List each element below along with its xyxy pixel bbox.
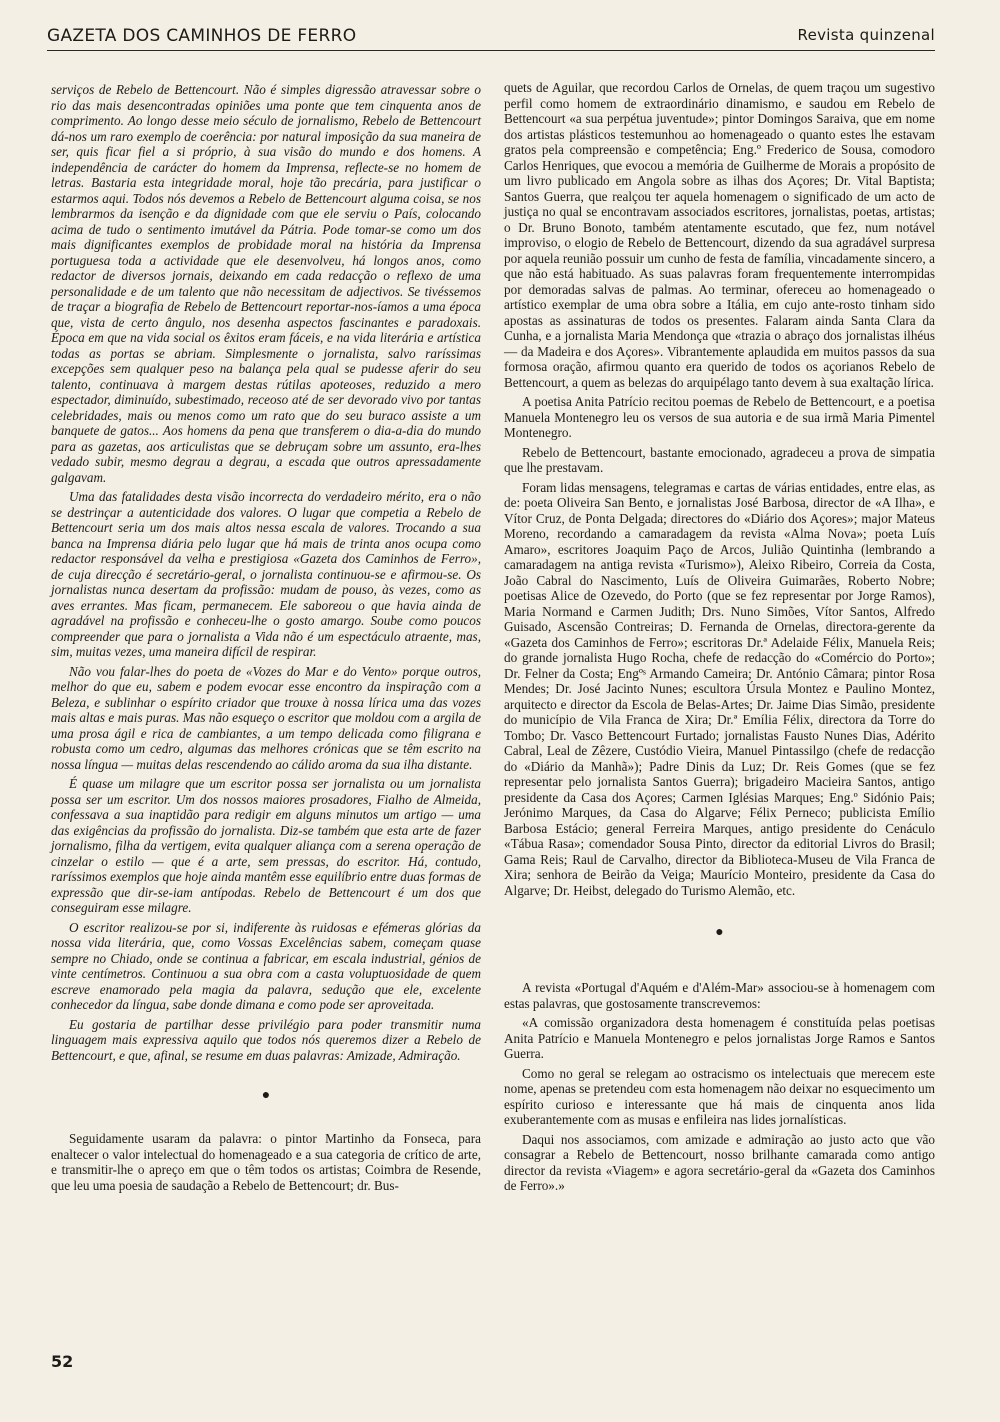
left-paragraph-7: Seguidamente usaram da palavra: o pintor Martinho da Fonseca, para enaltecer o valor intelectual do homenageado e a sua categoria de crítico de arte, e transmitir-lhe o apreço em que o têm todos os artistas; Coimbra de Resende, que leu uma poesia de saudação a Rebelo de Bettencourt; dr. Bus- bbox=[51, 1131, 481, 1193]
left-paragraph-4: É quase um milagre que um escritor possa ser jornalista ou um jornalista possa ser um escritor. Um dos nossos maiores prosadores, Fialho de Almeida, confessava a sua inaptidão para redigir em alguns minutos um artigo — uma das exigências da profissão do jornalista. Diz-se também que esta arte de fazer jornalismo, filha da vertigem, evita qualquer aliança com a serena operação de cinzelar o estilo — que é a arte, sem pressas, do escritor. Há, contudo, raríssimos exemplos que hoje ainda mantêm esse equilíbrio entre duas formas de expressão que dir-se-iam antípodas. Rebelo de Bettencourt é um dos que conseguiram esse milagre. bbox=[51, 776, 481, 915]
left-column bbox=[51, 82, 481, 1197]
section-separator-bullet: ● bbox=[715, 925, 724, 940]
section-separator-bullet: ● bbox=[261, 1088, 271, 1103]
publication-title: GAZETA DOS CAMINHOS DE FERRO bbox=[47, 26, 357, 46]
left-paragraph-6: Eu gostaria de partilhar desse privilégio para poder transmitir numa linguagem mais expressiva aquilo que todos nós queremos dizer a Rebelo de Bettencourt, e que, afinal, se resume em duas palavras: Amizade, Admiração. bbox=[51, 1016, 481, 1063]
left-paragraph-2: Uma das fatalidades desta visão incorrecta do verdadeiro mérito, era o não se destrinçar a autenticidade dos valores. O lugar que competia a Rebelo de Bettencourt seria um dos mais altos nessa escala de valores. Trocando a sua banca na Imprensa diária pelo lugar que há mais de trinta anos ocupa como redactor responsável da velha e prestigiosa «Gazeta dos Caminhos de Ferro», de cuja direcção é secretário-geral, o jornalista continuou-se e afirmou-se. Os jornalistas nunca desertam da profissão: mudam de pouso, às vezes, como as aves errantes. Mas ficam, permanecem. Ele saboreou o que havia ainda de agradável na profissão e conheceu-lhe o gosto amargo. Soube como poucos compreender que para o jornalista a Vida não é um espectáculo atraente, mas, sim, muitas vezes, uma maneira difícil de respirar. bbox=[51, 489, 481, 659]
left-paragraph-3: Não vou falar-lhes do poeta de «Vozes do Mar e do Vento» porque outros, melhor do que eu, sabem e podem evocar esse encontro da inspiração com a Beleza, e sublinhar o espírito criador que trouxe à nossa lírica uma das vozes mais altas e mais puras. Mas não esqueço o escritor que moldou com a argila de uma prosa ágil e rica de cambiantes, a um tempo delicada como filigrana e robusta como um cedro, algumas das melhores crónicas que se têm escrito na nossa língua — muitas delas rescendendo ao cálido aroma da sua ilha distante. bbox=[51, 663, 481, 772]
left-paragraph-5: O escritor realizou-se por si, indiferente às ruidosas e efémeras glórias da nossa vida literária, que, como Vossas Excelências sabem, começam quase sempre no Chiado, onde se continua a fabricar, em escala industrial, génios de vinte centímetros. Continuou a sua obra com a casta voluptuosidade de quem escreve enamorado pela magia da palavra, sedução que ele, excelente conhecedor da língua, sabe donde dimana e como pode ser aproveitada. bbox=[51, 919, 481, 1012]
right-paragraph-2: A poetisa Anita Patrício recitou poemas de Rebelo de Bettencourt, e a poetisa Manuela Montenegro leu os versos de sua autoria e de sua irmã Maria Pimentel Montenegro. bbox=[504, 394, 935, 440]
publication-subtitle: Revista quinzenal bbox=[797, 26, 935, 44]
right-column bbox=[504, 80, 935, 1198]
page-header bbox=[47, 22, 935, 51]
right-paragraph-4: Foram lidas mensagens, telegramas e cartas de várias entidades, entre elas, as de: poeta Oliveira San Bento, e jornalistas José Barbosa, director de «A Ilha», e Vítor Cruz, de Ponta Delgada; directores do «Diário dos Açores»; major Mateus Moreno, recordando a camaradagem da revista «Alma Nova»; poeta Luís Amaro», escritores Joaquim Paço de Arcos, Julião Quintinha (lembrando a camaradagem na antiga revista «Turismo»), Aleixo Ribeiro, Correia da Costa, João Cabral do Nascimento, Luís de Oliveira Guimarães, Roberto Nobre; poetisas Alice de Ozevedo, do Porto (que se fez representar por Jorge Ramos), Maria Normand e Carmen Judith; Drs. Nuno Simões, Vítor Santos, Alfredo Guisado, Ascensão Contreiras; D. Fernanda de Ornelas, directora-gerente da «Gazeta dos Caminhos de Ferro»; escritoras Dr.ª Adelaide Félix, Manuela Reis; do grande jornalista Hugo Rocha, chefe de redacção do «Comércio do Porto»; Dr. Felner da Costa; Engºˢ Armando Cameira; Dr. António Câmara; pintor Rosa Mendes; Dr. José Jacinto Nunes; escultora Úrsula Montez e Paulino Montez, arquitecto e director da Escola de Belas-Artes; Dr. Jaime Dias Simão, presidente do município de Vila Franca de Xira; Dr.ª Emília Félix, directora da Torre do Tombo; Dr. Vasco Bettencourt Furtado; jornalistas Fausto Nunes Dias, Adérito Cabral, Leal de Zêzere, Custódio Vieira, Manuel Pintassilgo (chefe de redacção do «Diário da Manhã»); Padre Dinis da Luz; Dr. Reis Gomes (que se fez representar pelo jornalista Santos Guerra); brigadeiro Macieira Santos, antigo presidente da Casa dos Açores; Carmen Iglésias Marques; Eng.º Sidónio Pais; Jerónimo Marques, da Casa do Algarve; Félix Perneco; publicista Emílio Barbosa Estácio; general Ferreira Marques, antigo presidente do Cenáculo «Tábua Rasa»; comendador Sousa Pinto, director da editorial Livros do Brasil; Gama Reis; Raul de Carvalho, director da Biblioteca-Museu de Vila Franca de Xira; senhora de Beirão da Veiga; Maurício Monteiro, presidente da Casa do Algarve; Dr. Heibst, delegado do Turismo Alemão, etc. bbox=[504, 479, 935, 898]
right-paragraph-5: A revista «Portugal d'Aquém e d'Além-Mar» associou-se à homenagem com estas palavras, que gostosamente transcrevemos: bbox=[504, 980, 935, 1011]
left-paragraph-1: serviços de Rebelo de Bettencourt. Não é simples digressão atravessar sobre o rio das mais desencontradas opiniões uma ponte que tem cinquenta anos de comprimento. Ao longo desse meio século de jornalismo, Rebelo de Bettencourt dá-nos um raro exemplo de coerência: por natural imposição da sua maneira de ser, quis ficar fiel a si próprio, à sua visão do mundo e dos homens. A independência de carácter do homem da Imprensa, reflecte-se no homem de letras. Bastaria esta integridade moral, hoje tão precária, para justificar o estarmos aqui. Todos nós devemos a Rebelo de Bettencourt alguma coisa, se nos lembrarmos da isenção e da dignidade com que ele serviu o País, colocando acima de tudo o sentimento imutável da Pátria. Pode tomar-se como um dos mais dignificantes exemplos de probidade moral na história da Imprensa portuguesa toda a actividade que ele desenvolveu, há longos anos, como redactor de diversos jornais, deixando em cada redacção o reflexo de uma personalidade e de um talento que não necessitam de adjectivos. Se tivéssemos de traçar a biografia de Rebelo de Bettencourt reportar-nos-íamos a uma época que, vista de certo ângulo, nos desenha aspectos fascinantes e paradoxais. Época em que na vida social os êxitos eram fáceis, e na vida literária e artística todas as portas se abriam. Simplesmente o jornalista, salvo raríssimas excepções sem qualquer peso na balança pela qual se pudesse aferir do seu talento, continuava à margem destas rútilas apoteoses, reduzido a mero espectador, diminuído, subestimado, receoso até de ser devorado vivo por tantas celebridades, mais ou menos como um rato que do seu buraco assiste a um banquete de gatos... Aos homens da pena que transferem o dia-a-dia do mundo para as gazetas, aos articulistas que se debruçam sobre um assunto, era-lhes vedado subir, mesmo degrau a degrau, a escada que outros apressadamente galgavam. bbox=[51, 82, 481, 485]
page-number: 52 bbox=[51, 1352, 74, 1371]
right-paragraph-8: Daqui nos associamos, com amizade e admiração ao justo acto que vão consagrar a Rebelo de Bettencourt, nosso brilhante camarada como antigo director da revista «Viagem» e agora secretário-geral da «Gazeta dos Caminhos de Ferro».» bbox=[504, 1131, 935, 1193]
right-paragraph-6: «A comissão organizadora desta homenagem é constituída pelas poetisas Anita Patrício e Manuela Montenegro e pelos jornalistas Jorge Ramos e Santos Guerra. bbox=[504, 1015, 935, 1061]
right-paragraph-1: quets de Aguilar, que recordou Carlos de Ornelas, de quem traçou um sugestivo perfil como homem de extraordinário dinamismo, e saudou em Rebelo de Bettencourt «a sua perpétua juventude»; pintor Domingos Saraiva, que em nome dos artistas plásticos testemunhou ao homenageado o quanto estes lhe estavam gratos pela compreensão e competência; Eng.º Frederico de Sousa, comodoro Carlos Henriques, que evocou a memória de Guilherme de Morais a propósito de um livro publicado em Angola sobre as ilhas dos Açores; Dr. Vital Baptista; Santos Guerra, que realçou ter aquela homenagem o significado de um acto de justiça no qual se encontravam associados escritores, jornalistas, poetas, artistas; o Dr. Bruno Bonoto, também atentamente escutado, que fez, num notável improviso, o elogio de Rebelo de Bettencourt, dizendo da sua agradável surpresa por aquela reunião possuir um cunho de festa de família, vincadamente sincero, a que não está habituado. As suas palavras foram frequentemente interrompidas por demoradas salvas de palmas. Ao terminar, ofereceu ao homenageado o artístico exemplar de uma obra sobre a Itália, em cujo ante-rosto tinham sido apostas as assinaturas de todos os presentes. Falaram ainda Santa Clara da Cunha, e a jornalista Maria Mendonça que «trazia o abraço dos jornalistas ilhéus — da Madeira e dos Açores». Vibrantemente aplaudida em muitos passos da sua formosa oração, afirmou quanto era querido de todos os açorianos Rebelo de Bettencourt, a quem as belezas do arquipélago tanto devem à sua exaltação lírica. bbox=[504, 80, 935, 390]
right-paragraph-3: Rebelo de Bettencourt, bastante emocionado, agradeceu a prova de simpatia que lhe prestavam. bbox=[504, 444, 935, 475]
right-paragraph-7: Como no geral se relegam ao ostracismo os intelectuais que merecem este nome, apenas se pretendeu com esta homenagem não deixar no esquecimento um espírito curioso e interessante que há mais de cinquenta anos lida exuberantemente com as musas e enfileira nas lides jornalísticas. bbox=[504, 1065, 935, 1127]
